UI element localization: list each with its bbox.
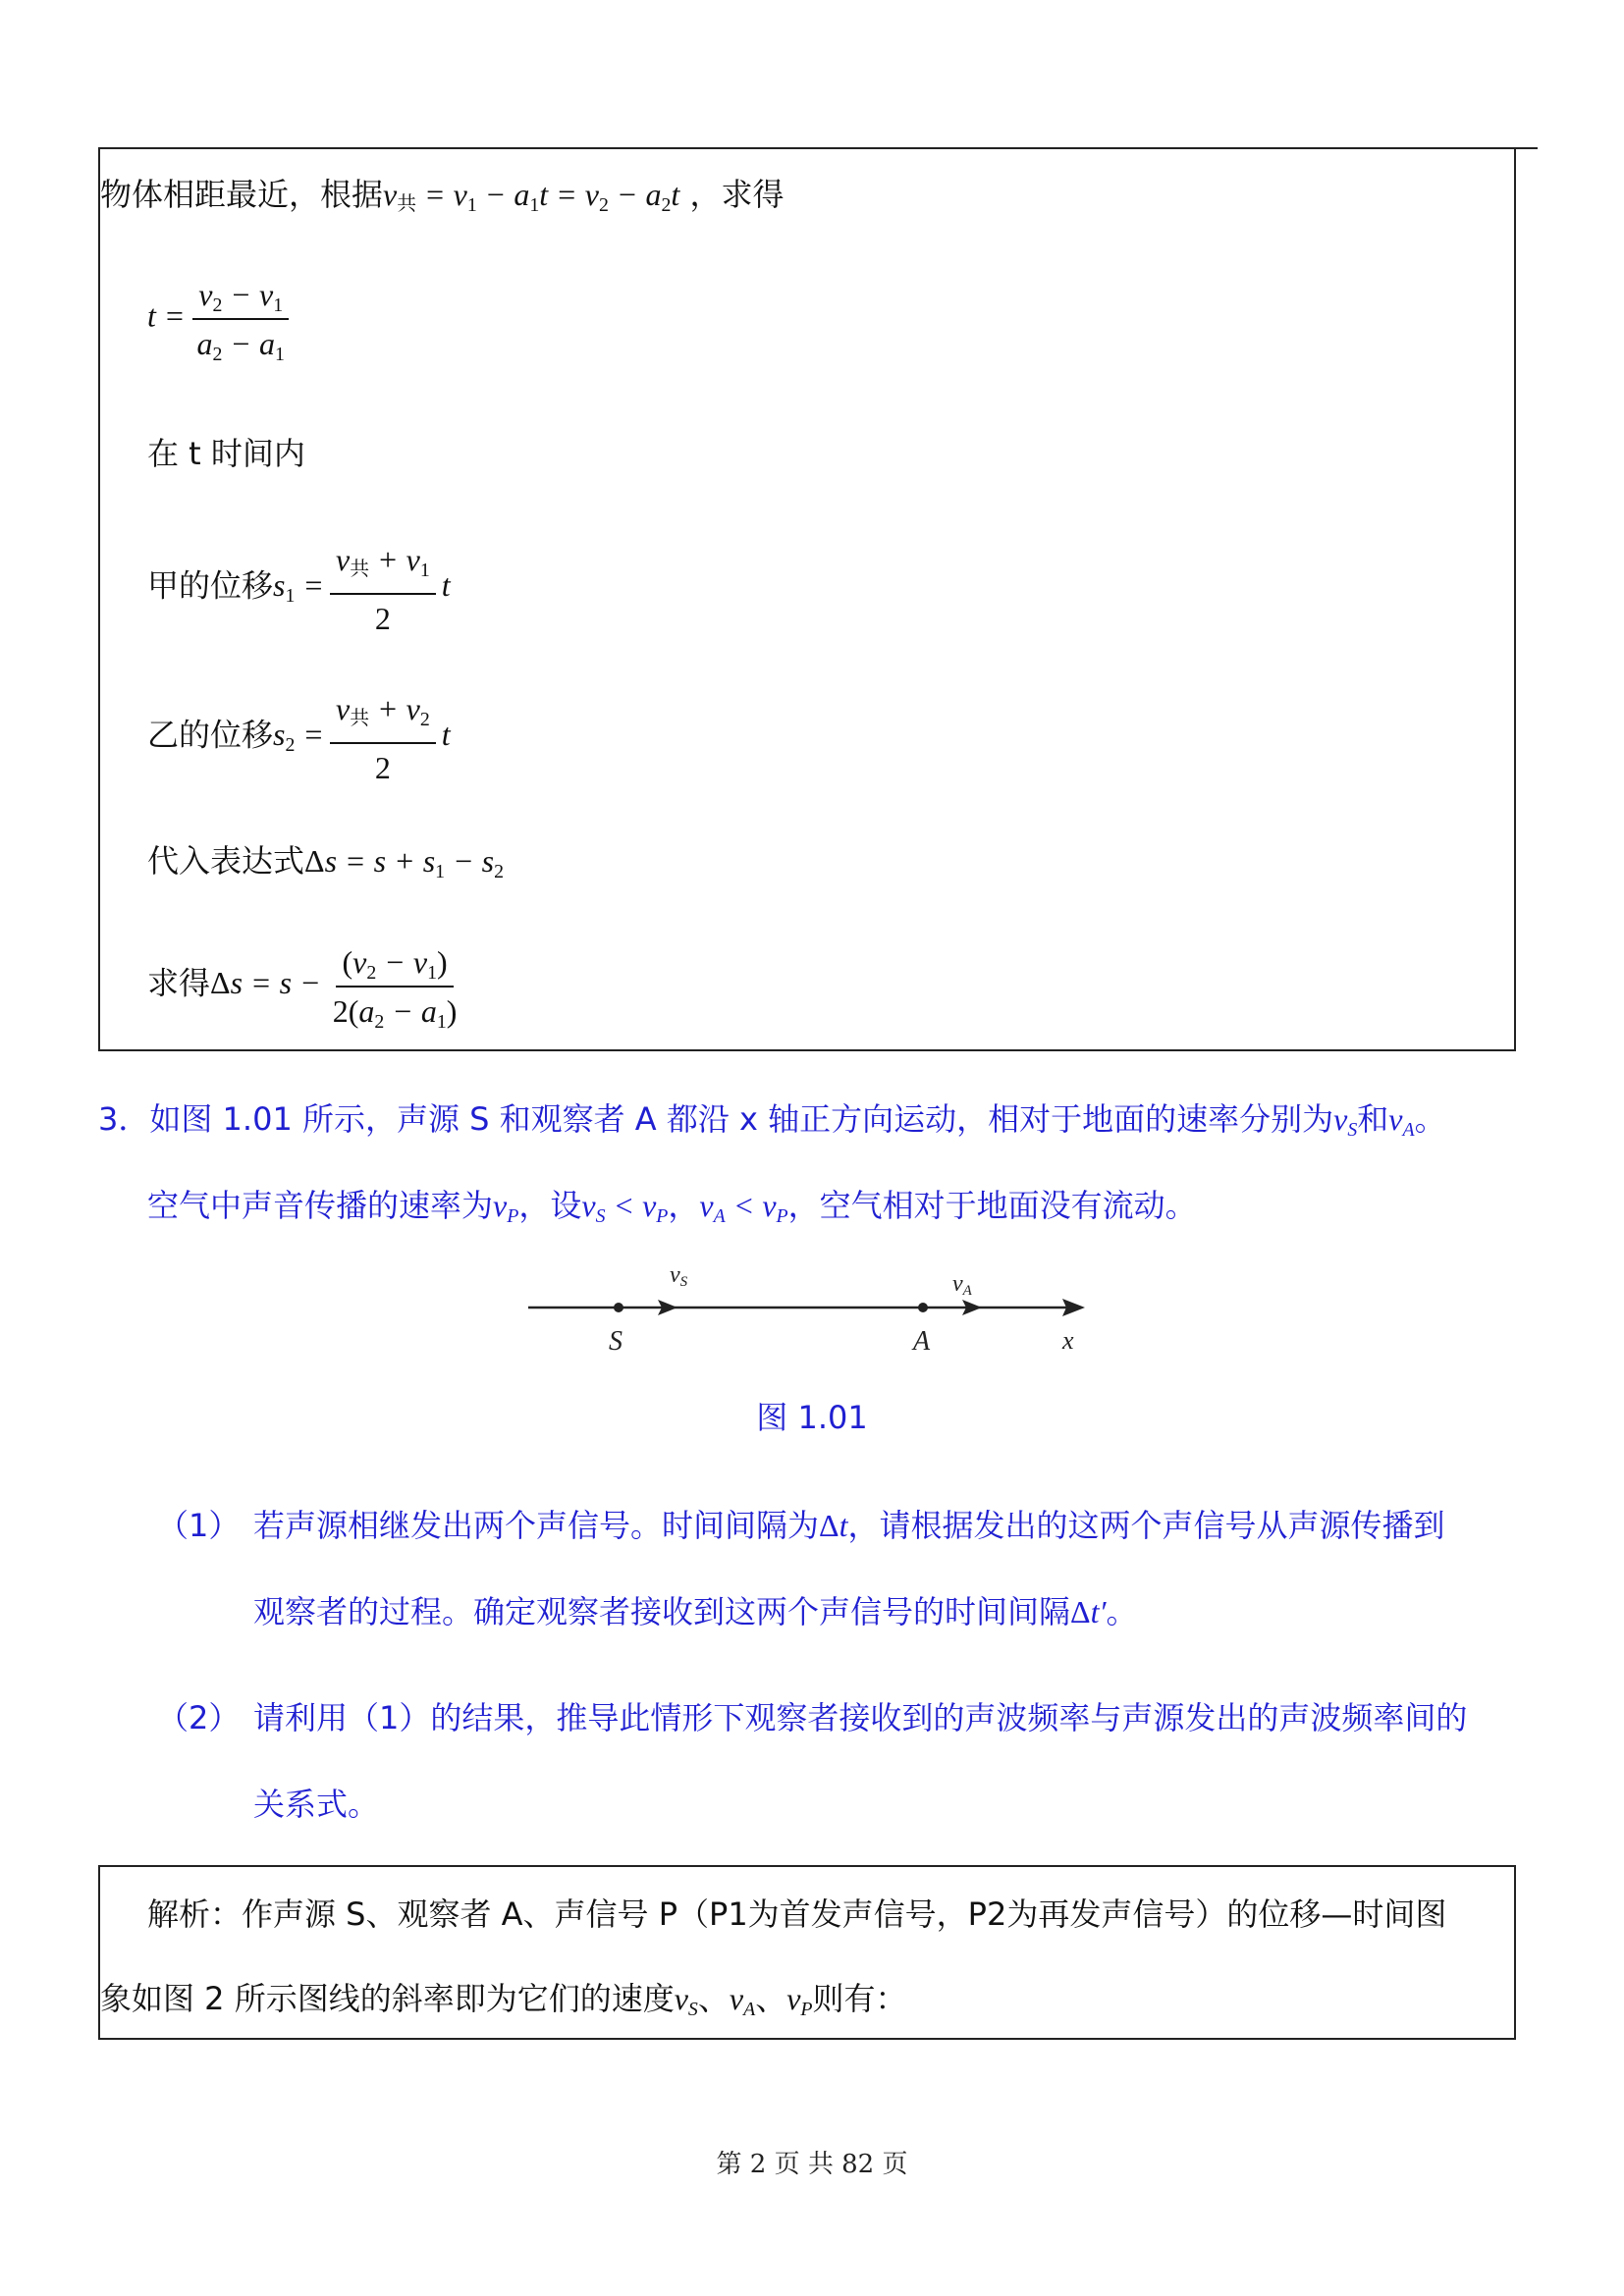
problem-line-2: 空气中声音传播的速率为$v_P$，设$v_S < v_P$，$v_A < v_P$，空气相对于地面没有流动。 — [147, 1187, 1197, 1227]
q1-text-a: 若声源相继发出两个声信号。时间间隔为 — [253, 1507, 820, 1544]
result-line: 求得Δs = s − $\frac{(v_2 - v_1)}{2(a_2 - a_1)}$ — [147, 944, 458, 1033]
s1-formula: 甲的位移$s_1$ = $\frac{v共 + v_1}{2}$ t — [147, 542, 451, 636]
intro-text: 物体相距最近，根据 — [100, 176, 384, 213]
analysis-line-2: 象如图 2 所示图线的斜率即为它们的速度$v_S$、$v_A$、$v_P$则有： — [100, 1980, 907, 2020]
page-footer: 第 2 页 共 82 页 — [716, 2150, 908, 2179]
q1-text-d: 。 — [1106, 1593, 1138, 1630]
figure-axis-diagram — [520, 1256, 1090, 1355]
va-label: vA — [952, 1271, 972, 1299]
result-label: 求得 — [147, 964, 211, 1002]
intro-tail: ，求得 — [689, 176, 785, 213]
problem-text-1: 如图 1.01 所示，声源 S 和观察者 A 都沿 x 轴正方向运动，相对于地面的速率分别为 — [149, 1100, 1334, 1138]
problem-text-2b: ，设 — [518, 1187, 582, 1224]
t-interval-text: 在 t 时间内 — [147, 435, 305, 472]
analysis-text-1: 解析：作声源 S、观察者 A、声信号 P（P1为首发声信号，P2为再发声信号）的位移—时间图 — [147, 1896, 1447, 1933]
q2-number: （2） — [157, 1699, 241, 1736]
s2-formula: 乙的位移$s_2$ = $\frac{v共 + v_2}{2}$ t — [147, 691, 451, 785]
problem-text-2: 空气中声音传播的速率为 — [147, 1187, 494, 1224]
t-formula: t = $\frac{v_2 - v_1}{a_2 - a_1}$ — [147, 275, 297, 363]
intro-line — [100, 173, 784, 226]
q2-line-1: 请利用（1）的结果，推导此情形下观察者接收到的声波频率与声源发出的声波频率间的 — [253, 1699, 1468, 1736]
problem-number: 3． — [98, 1100, 150, 1138]
q1-text-c: 观察者的过程。确定观察者接收到这两个声信号的时间间隔 — [253, 1593, 1071, 1630]
problem-line-1: 3．如图 1.01 所示，声源 S 和观察者 A 都沿 x 轴正方向运动，相对于地面的速率分别为$v_S$和$v_A$。 — [98, 1100, 1446, 1141]
q1-line-2: 观察者的过程。确定观察者接收到这两个声信号的时间间隔Δt′。 — [253, 1593, 1138, 1630]
s2-label: 乙的位移 — [147, 716, 274, 754]
problem-text-2c: ，空气相对于地面没有流动。 — [787, 1187, 1197, 1224]
analysis-line-1 — [147, 1893, 1446, 1936]
analysis-text-2a: 象如图 2 所示图线的斜率即为它们的速度 — [100, 1980, 675, 2017]
observer-dot — [918, 1303, 928, 1312]
s-label: S — [609, 1326, 623, 1355]
substitution-line: 代入表达式$\Delta s = s + s_1 - s_2$ — [147, 842, 505, 882]
q2-line-2: 关系式。 — [253, 1786, 380, 1823]
source-dot — [614, 1303, 623, 1312]
substitution-label: 代入表达式 — [147, 842, 305, 880]
q1-number: （1） — [157, 1507, 241, 1544]
s1-label: 甲的位移 — [147, 566, 274, 605]
analysis-text-2b: 则有： — [812, 1980, 907, 2017]
period: 。 — [1414, 1100, 1446, 1138]
intro-equation: v共 = $v_1 - a_1t = v_2 - a_2t$ — [383, 177, 680, 216]
x-label: x — [1062, 1326, 1074, 1355]
a-label: A — [913, 1326, 931, 1355]
q1-line-1: 若声源相继发出两个声信号。时间间隔为Δt，请根据发出的这两个声信号从声源传播到 — [253, 1507, 1445, 1544]
figure-caption: 图 1.01 — [756, 1399, 868, 1436]
q1-text-b: ，请根据发出的这两个声信号从声源传播到 — [847, 1507, 1445, 1544]
and-text: 和 — [1357, 1100, 1389, 1138]
vs-label: vS — [670, 1262, 688, 1290]
